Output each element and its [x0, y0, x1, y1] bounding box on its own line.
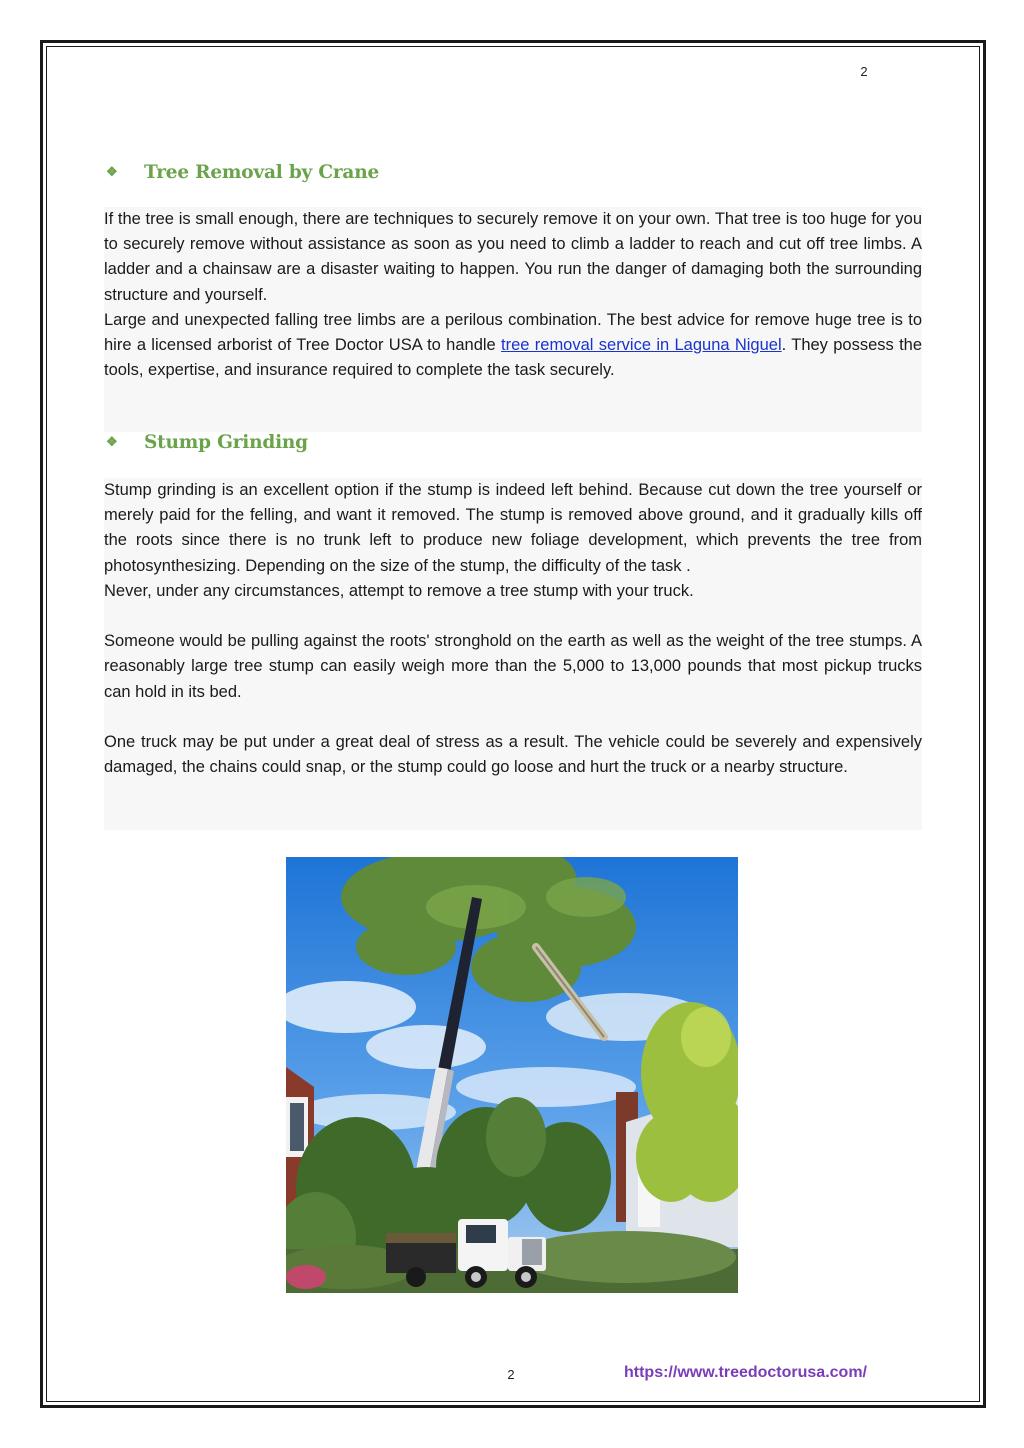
paragraph: Never, under any circumstances, attempt to remove a tree stump with your truck.: [104, 581, 694, 600]
section-heading-text: Tree Removal by Crane: [144, 162, 380, 183]
footer-website-link[interactable]: https://www.treedoctorusa.com/: [624, 1364, 867, 1381]
paragraph: If the tree is small enough, there are techniques to securely remove it on your own. That tree is too huge for you to securely remove without assistance as soon as you need to climb a ladder to reach and cut off tree limbs. A ladder and a chainsaw are a disaster waiting to happen. You run the danger of damaging both the surrounding structure and yourself.: [104, 210, 922, 304]
diamond-bullet-icon: ❖: [106, 435, 118, 450]
paragraph-spacer: [104, 604, 922, 629]
page-number-footer: 2: [507, 1367, 515, 1382]
paragraph-text: Large and unexpected falling tree limbs are a perilous combination. The best advice for remove huge tree is to hire a licensed arborist of Tree Doctor USA to handle: [104, 310, 922, 355]
section-body-stump-grinding: [104, 478, 922, 830]
crane-tree-removal-photo: [286, 857, 738, 1293]
paragraph: Stump grinding is an excellent option if the stump is indeed left behind. Because cut down the tree yourself or merely paid for the felling, and want it removed. The stump is removed above ground, and it gradually kills off the roots since there is no trunk left to produce new foliage development, which prevents the tree from photosynthesizing. Depending on the size of the stump, the difficulty of the task .: [104, 481, 922, 575]
section-heading-text: Stump Grinding: [144, 432, 308, 453]
paragraph-spacer: [104, 705, 922, 730]
page-number-top: 2: [860, 64, 868, 79]
paragraph-with-link: [104, 308, 922, 384]
paragraph: Someone would be pulling against the roots' stronghold on the earth as well as the weight of the tree stumps. A reasonably large tree stump can easily weigh more than the 5,000 to 13,000 pounds that most pickup trucks can hold in its bed.: [104, 632, 922, 701]
paragraph-text: . They possess the tools, expertise, and insurance required to complete the task securely.: [104, 336, 923, 380]
section-heading-tree-removal-by-crane: [104, 162, 379, 183]
diamond-bullet-icon: ❖: [106, 165, 118, 180]
paragraph: One truck may be put under a great deal of stress as a result. The vehicle could be severely and expensively damaged, the chains could snap, or the stump could go loose and hurt the truck or a nearby structure.: [104, 733, 922, 777]
section-heading-stump-grinding: [104, 432, 308, 453]
section-body-tree-removal-by-crane: [104, 207, 922, 432]
tree-removal-service-link[interactable]: tree removal service in Laguna Niguel: [501, 336, 782, 355]
